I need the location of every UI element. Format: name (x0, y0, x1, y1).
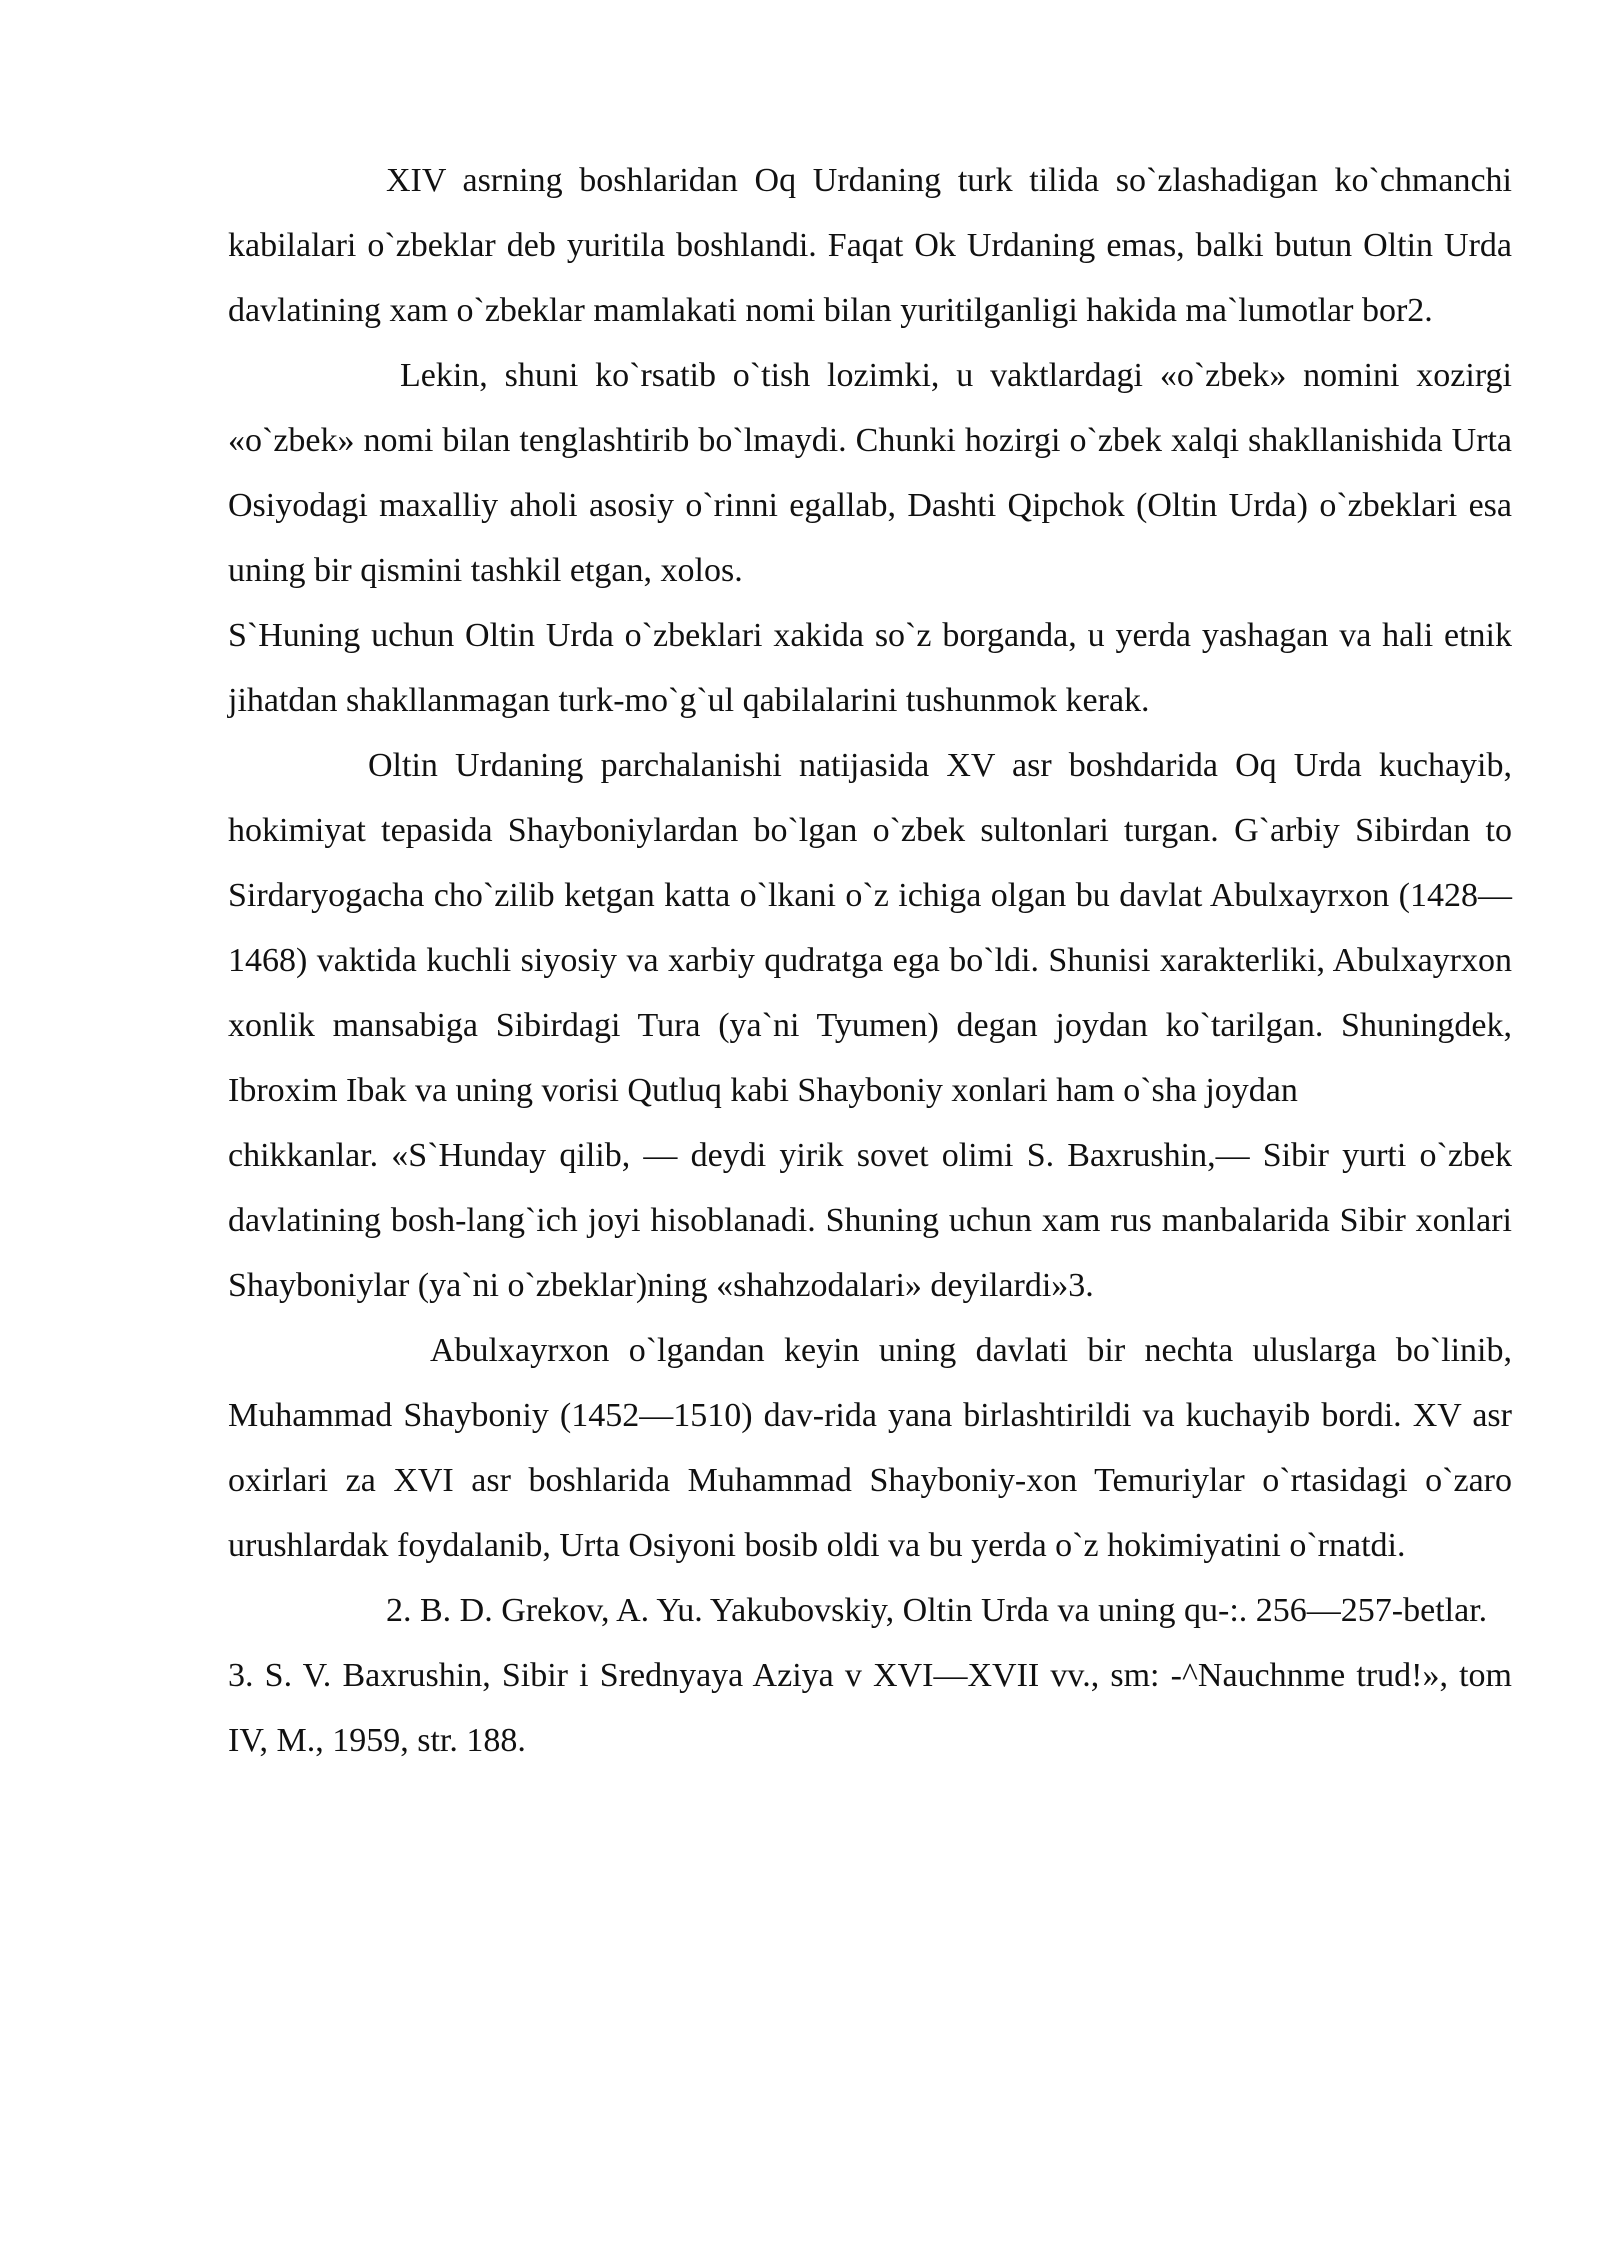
paragraph-1: XIV asrning boshlaridan Oq Urdaning turk tilida so`zlashadigan ko`chmanchi kabilalari o`zbeklar deb yuritila boshlandi. Faqat Ok Urdaning emas, balki butun Oltin Urda davlatining xam o`zbeklar mamlakati nomi bilan yuritilganligi hakida ma`lumotlar bor2. (228, 162, 1512, 329)
paragraph-6: Abulxayrxon o`lgandan keyin uning davlati bir nechta uluslarga bo`linib, Muhammad Shayboniy (1452—1510) dav-rida yana birlashtirildi va kuchayib bordi. XV asr oxirlari za XVI asr boshlarida Muhammad Shayboniy-xon Temuriylar o`rtasidagi o`zaro urushlardak foydalanib, Urta Osiyoni bosib oldi va bu yerda o`z hokimiyatini o`rnatdi. (228, 1332, 1512, 1564)
paragraph-3: S`Huning uchun Oltin Urda o`zbeklari xakida so`z borganda, u yerda yashagan va hali etnik jihatdan shakllanmagan turk-mo`g`ul qabilalarini tushunmok kerak. (228, 617, 1512, 719)
footnote-3: 3. S. V. Baxrushin, Sibir i Srednyaya Aziya v XVI—XVII vv., sm: -^Nauchnme trud!», tom IV, M., 1959, str. 188. (228, 1657, 1512, 1759)
paragraph-2: Lekin, shuni ko`rsatib o`tish lozimki, u vaktlardagi «o`zbek» nomini xozirgi «o`zbek» nomi bilan tenglashtirib bo`lmaydi. Chunki hozirgi o`zbek xalqi shakllanishida Urta Osiyodagi maxalliy aholi asosiy o`rinni egallab, Dashti Qipchok (Oltin Urda) o`zbeklari esa uning bir qismini tashkil etgan, xolos. (228, 357, 1512, 589)
paragraph-5: chikkanlar. «S`Hunday qilib, — deydi yirik sovet olimi S. Baxrushin,— Sibir yurti o`zbek davlatining bosh-lang`ich joyi hisoblanadi. Shuning uchun xam rus manbalarida Sibir xonlari Shayboniylar (ya`ni o`zbeklar)ning «shahzodalari» deyilardi»3. (228, 1137, 1512, 1304)
footnotes (228, 1578, 1512, 1773)
paragraph-4: Oltin Urdaning parchalanishi natijasida XV asr boshdarida Oq Urda kuchayib, hokimiyat tepasida Shayboniylardan bo`lgan o`zbek sultonlari turgan. G`arbiy Sibirdan to Sirdaryogacha cho`zilib ketgan katta o`lkani o`z ichiga olgan bu davlat Abulxayrxon (1428—1468) vaktida kuchli siyosiy va xarbiy qudratga ega bo`ldi. Shunisi xarakterliki, Abulxayrxon xonlik mansabiga Sibirdagi Tura (ya`ni Tyumen) degan joydan ko`tarilgan. Shuningdek, Ibroxim Ibak va uning vorisi Qutluq kabi Shayboniy xonlari ham o`sha joydan (228, 747, 1512, 1109)
document-page (228, 148, 1512, 1773)
footnote-2: 2. B. D. Grekov, A. Yu. Yakubovskiy, Oltin Urda va uning qu-:. 256—257-betlar. (386, 1592, 1488, 1629)
